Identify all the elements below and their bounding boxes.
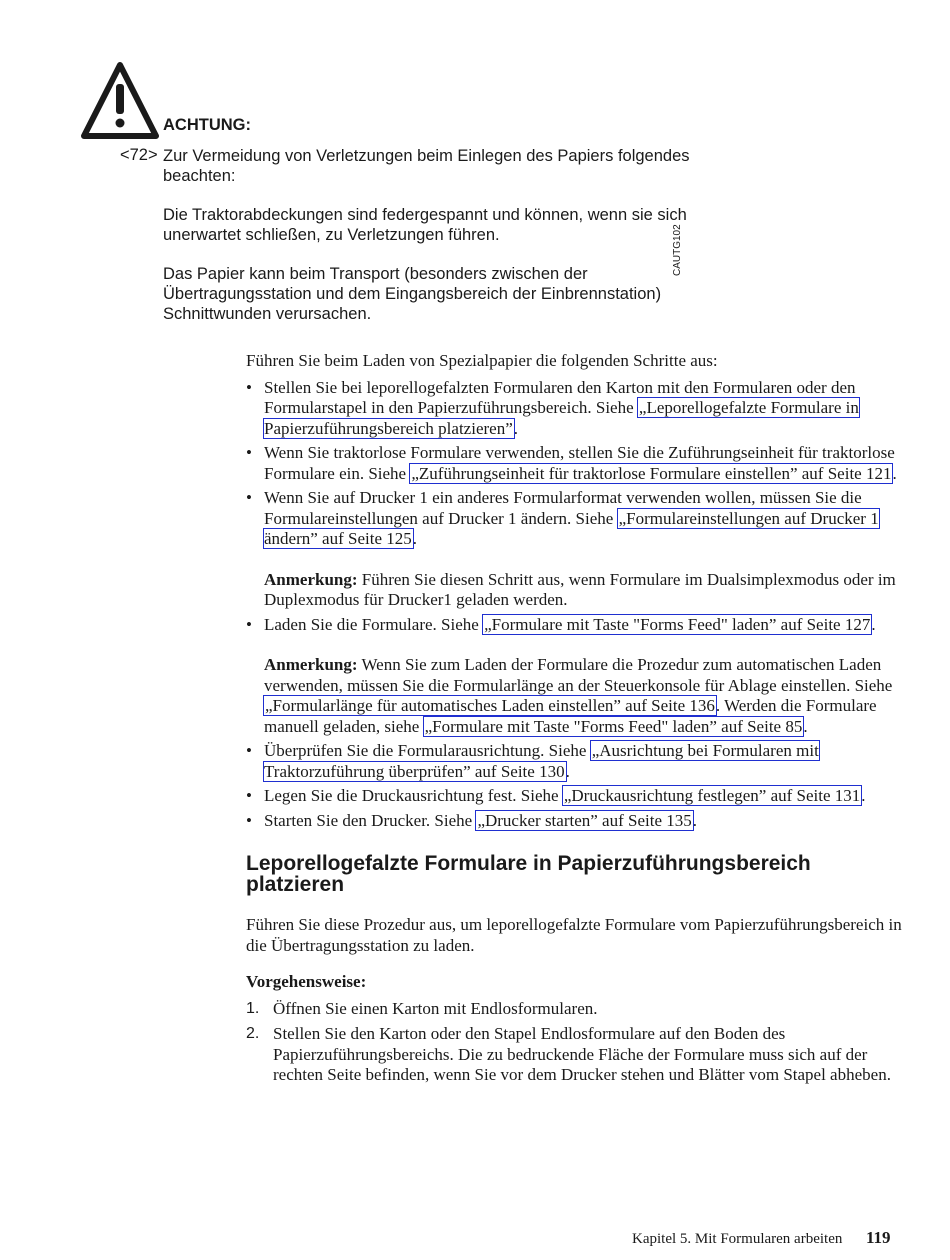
item-text: Wenn Sie auf Drucker 1 ein anderes Formularformat verwenden wollen, müssen Sie die Formulareinstellungen auf Drucker 1 ändern. Siehe (264, 488, 862, 528)
item-text: . (871, 614, 876, 634)
note-label: Anmerkung: (264, 569, 358, 589)
cross-reference-link[interactable]: „Leporellogefalzte Formulare in Papierzuführungsbereich platzieren” (264, 398, 859, 438)
caution-paragraph: Die Traktorabdeckungen sind federgespannt und können, wenn sie sich unerwartet schließen, zu Verletzungen führen. (163, 206, 687, 244)
steps-list (246, 378, 906, 832)
note (264, 655, 906, 737)
page-number: 119 (866, 1228, 891, 1247)
section-heading: Leporellogefalzte Formulare in Papierzuführungsbereich platzieren (246, 852, 811, 896)
note-text: Wenn Sie zum Laden der Formulare die Prozedur zum automatischen Laden verwenden, müssen Sie die Formularlänge an der Steuerkonsole für Ablage einstellen. Siehe (264, 655, 893, 695)
cross-reference-link[interactable]: „Formulare mit Taste "Forms Feed" laden” auf Seite 85 (424, 716, 803, 736)
list-item (246, 488, 906, 611)
item-text: . (513, 418, 518, 438)
caution-paragraph: Das Papier kann beim Transport (besonders zwischen der Übertragungsstation und dem Eingangsbereich der Einbrennstation) Schnittwunden verursachen. (163, 265, 662, 323)
warning-triangle-icon (80, 60, 160, 140)
steps-intro: Führen Sie beim Laden von Spezialpapier die folgenden Schritte aus: (246, 351, 718, 370)
figure-id: CAUTG102 (672, 224, 683, 276)
footer-chapter: Kapitel 5. Mit Formularen arbeiten (632, 1231, 843, 1247)
cross-reference-link[interactable]: „Ausrichtung bei Formularen mit Traktorzuführung überprüfen” auf Seite 130 (264, 741, 819, 781)
cross-reference-link[interactable]: „Zuführungseinheit für traktorlose Formulare einstellen” auf Seite 121 (411, 463, 892, 483)
list-item (246, 811, 906, 832)
item-text: . (565, 761, 570, 781)
caution-code: <72> (120, 146, 158, 164)
procedure-step (246, 1024, 906, 1086)
step-number: 1. (246, 999, 260, 1017)
note-label: Anmerkung: (264, 655, 358, 674)
cross-reference-link[interactable]: „Drucker starten” auf Seite 135 (477, 810, 692, 830)
list-item (246, 741, 906, 782)
item-text: Stellen Sie bei leporellogefalzten Formularen den Karton mit den Formularen oder den Formularstapel in den Papierzuführungsbereich. Siehe (264, 377, 856, 417)
item-text: Laden Sie die Formulare. Siehe (264, 614, 484, 634)
note (264, 570, 906, 611)
main-content (246, 351, 906, 1091)
list-item (246, 786, 906, 807)
item-text: . (892, 463, 897, 483)
item-text: . (861, 786, 866, 805)
procedure-step (246, 999, 906, 1020)
caution-intro: Zur Vermeidung von Verletzungen beim Einlegen des Papiers folgendes beachten: (163, 147, 690, 185)
item-text: Legen Sie die Druckausrichtung fest. Siehe (264, 786, 563, 805)
procedure-list (246, 999, 906, 1086)
step-text: Stellen Sie den Karton oder den Stapel Endlosformulare auf den Boden des Papierzuführungsbereichs. Die zu bedruckende Fläche der Formulare muss sich auf der rechten Seite befinden, wenn Sie vor dem Drucker stehen und Blätter vom Stapel abheben. (273, 1024, 891, 1084)
cross-reference-link[interactable]: „Formularlänge für automatisches Laden einstellen” auf Seite 136 (265, 696, 715, 715)
note-text: . (803, 716, 808, 736)
list-item (246, 378, 906, 440)
item-text: . (692, 810, 697, 830)
procedure-label: Vorgehensweise: (246, 972, 367, 991)
note-text: Führen Sie diesen Schritt aus, wenn Formulare im Dualsimplexmodus oder im Duplexmodus für Drucker1 geladen werden. (264, 569, 896, 609)
item-text: Starten Sie den Drucker. Siehe (264, 810, 477, 830)
item-text: Wenn Sie traktorlose Formulare verwenden, stellen Sie die Zuführungseinheit für traktorlose Formulare ein. Siehe (264, 443, 895, 483)
cross-reference-link[interactable]: „Druckausrichtung festlegen” auf Seite 131 (563, 786, 861, 805)
section-intro: Führen Sie diese Prozedur aus, um leporellogefalzte Formulare vom Papierzuführungsbereich in die Übertragungsstation zu laden. (246, 915, 902, 955)
cross-reference-link[interactable]: „Formulareinstellungen auf Drucker 1 ändern” auf Seite 125 (264, 508, 879, 548)
note-text: . Werden die Formulare manuell geladen, siehe (264, 696, 877, 736)
list-item (246, 443, 906, 484)
item-text: Überprüfen Sie die Formularausrichtung. Siehe (264, 741, 591, 760)
caution-title: ACHTUNG: (163, 116, 251, 134)
step-number: 2. (246, 1025, 260, 1042)
cross-reference-link[interactable]: „Formulare mit Taste "Forms Feed" laden” auf Seite 127 (484, 614, 871, 634)
item-text: . (412, 529, 417, 548)
step-text: Öffnen Sie einen Karton mit Endlosformularen. (273, 998, 598, 1018)
list-item (246, 615, 906, 738)
